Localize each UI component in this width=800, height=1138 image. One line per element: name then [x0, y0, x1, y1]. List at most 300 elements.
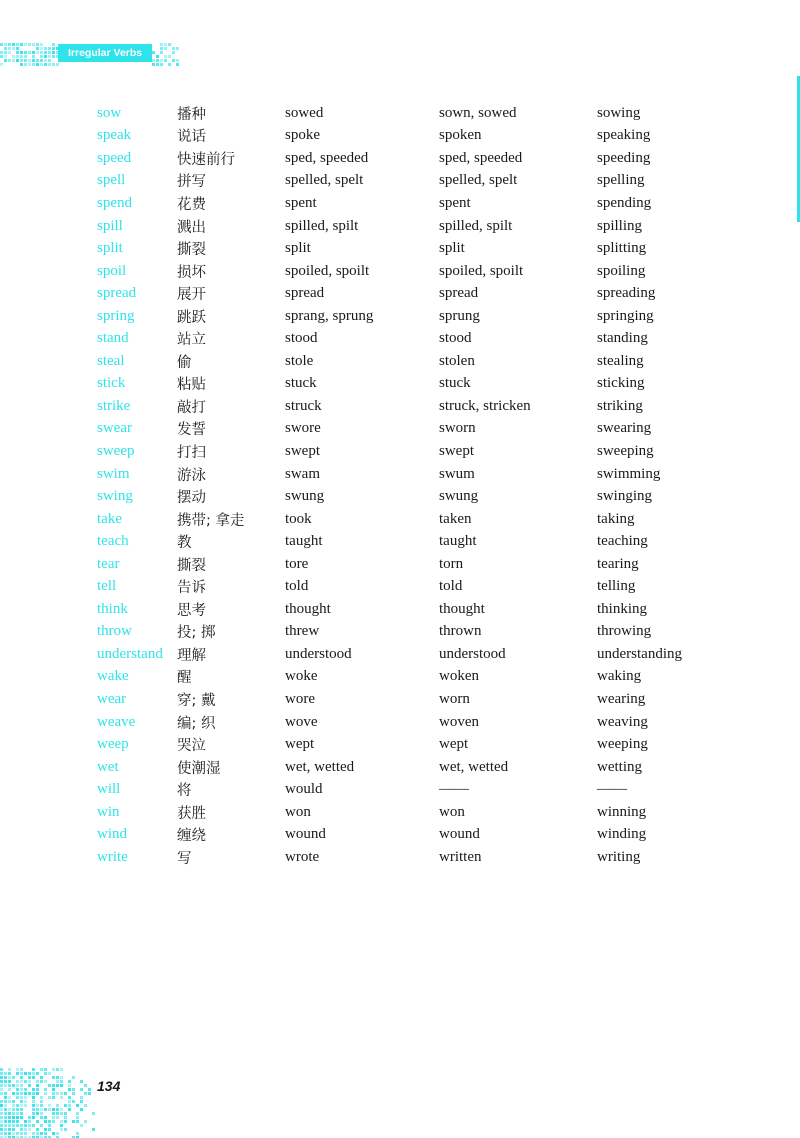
pixel-square	[0, 1132, 3, 1135]
pixel-square	[8, 1128, 11, 1131]
table-row	[97, 688, 717, 711]
pixel-square	[36, 1108, 39, 1111]
pixel-square	[4, 1112, 7, 1115]
pixel-square	[36, 1080, 39, 1083]
pixel-square	[24, 1088, 27, 1091]
pixel-square	[0, 1068, 3, 1071]
pixel-square	[64, 1112, 67, 1115]
pixel-square	[28, 51, 31, 54]
pixel-square	[44, 1128, 47, 1131]
verb-present-participle: spending	[597, 194, 652, 211]
pixel-square	[20, 59, 23, 62]
table-row	[97, 756, 717, 779]
pixel-square	[36, 1072, 39, 1075]
pixel-square	[48, 1072, 51, 1075]
pixel-square	[68, 1080, 71, 1083]
pixel-square	[88, 1092, 91, 1095]
pixel-square	[36, 1084, 39, 1087]
verb-past-participle: stuck	[439, 375, 471, 392]
verb-meaning: 穿; 戴	[177, 692, 216, 709]
verb-present-participle: weeping	[597, 736, 648, 753]
verb-base-form: swear	[97, 420, 132, 437]
pixel-square	[40, 1108, 43, 1111]
pixel-square	[20, 1128, 23, 1131]
pixel-square	[8, 1132, 11, 1135]
pixel-square	[60, 1068, 63, 1071]
verb-past-participle: taught	[439, 533, 477, 550]
verb-meaning: 损坏	[177, 264, 206, 281]
verb-past-tense: sped, speeded	[285, 149, 369, 166]
pixel-square	[164, 55, 167, 58]
verb-past-tense: swam	[285, 465, 320, 482]
verb-past-tense: struck	[285, 397, 322, 414]
pixel-square	[20, 63, 23, 66]
pixel-square	[28, 59, 31, 62]
pixel-square	[4, 1124, 7, 1127]
pixel-square	[16, 1080, 19, 1083]
pixel-square	[24, 1072, 27, 1075]
pixel-square	[28, 1128, 31, 1131]
pixel-square	[40, 59, 43, 62]
pixel-square	[44, 1072, 47, 1075]
verb-meaning: 投; 掷	[177, 625, 216, 642]
table-row	[97, 237, 717, 260]
verb-past-participle: wept	[439, 736, 469, 753]
verb-present-participle: spoiling	[597, 262, 646, 279]
verb-past-tense: threw	[285, 623, 320, 640]
pixel-square	[44, 1120, 47, 1123]
verb-base-form: write	[97, 848, 128, 865]
pixel-square	[0, 43, 3, 46]
pixel-square	[20, 1116, 23, 1119]
pixel-square	[176, 59, 179, 62]
pixel-square	[92, 1128, 95, 1131]
pixel-square	[28, 1076, 31, 1079]
pixel-square	[168, 63, 171, 66]
verb-meaning: 打扫	[177, 444, 206, 461]
pixel-square	[24, 1092, 27, 1095]
pixel-square	[56, 1084, 59, 1087]
pixel-square	[12, 1076, 15, 1079]
pixel-square	[44, 55, 47, 58]
table-row	[97, 282, 717, 305]
pixel-square	[32, 55, 35, 58]
verb-base-form: strike	[97, 397, 131, 414]
pixel-square	[4, 55, 7, 58]
verb-present-participle: splitting	[597, 240, 647, 257]
pixel-square	[4, 1104, 7, 1107]
verb-meaning: 教	[177, 535, 192, 552]
verb-present-participle: stealing	[597, 352, 644, 369]
verb-base-form: spend	[97, 194, 132, 211]
pixel-square	[4, 47, 7, 50]
pixel-square	[4, 1092, 7, 1095]
pixel-square	[64, 1128, 67, 1131]
pixel-square	[12, 1092, 15, 1095]
pixel-square	[8, 1120, 11, 1123]
pixel-square	[48, 55, 51, 58]
pixel-square	[32, 63, 35, 66]
pixel-square	[44, 1108, 47, 1111]
pixel-square	[176, 63, 179, 66]
verb-past-tense: wet, wetted	[285, 758, 355, 775]
pixel-square	[80, 1108, 83, 1111]
verb-base-form: tear	[97, 555, 120, 572]
verb-past-tense: spelled, spelt	[285, 172, 364, 189]
pixel-square	[56, 1068, 59, 1071]
verb-past-participle: struck, stricken	[439, 397, 531, 414]
table-row	[97, 215, 717, 238]
verb-past-participle: spilled, spilt	[439, 217, 513, 234]
pixel-square	[36, 43, 39, 46]
pixel-square	[16, 43, 19, 46]
pixel-square	[20, 55, 23, 58]
pixel-square	[12, 1132, 15, 1135]
pixel-square	[64, 1116, 67, 1119]
pixel-square	[84, 1104, 87, 1107]
verb-meaning: 思考	[177, 602, 206, 619]
pixel-square	[16, 1084, 19, 1087]
pixel-square	[32, 1068, 35, 1071]
verb-meaning: 播种	[177, 106, 206, 123]
verb-present-participle: teaching	[597, 533, 648, 550]
pixel-square	[4, 1076, 7, 1079]
pixel-square	[12, 43, 15, 46]
verb-present-participle: sowing	[597, 104, 641, 121]
verb-past-tense: split	[285, 240, 311, 257]
pixel-square	[4, 1132, 7, 1135]
verb-past-participle: woven	[439, 713, 479, 730]
pixel-square	[60, 1112, 63, 1115]
verb-past-participle: spoken	[439, 127, 482, 144]
table-row	[97, 147, 717, 170]
pixel-square	[48, 1108, 51, 1111]
verb-past-participle: torn	[439, 555, 464, 572]
verb-base-form: understand	[97, 645, 163, 662]
verb-meaning: 携带; 拿走	[177, 512, 245, 529]
pixel-square	[36, 1132, 39, 1135]
verb-meaning: 游泳	[177, 467, 206, 484]
table-row	[97, 824, 717, 847]
verb-base-form: weep	[97, 736, 129, 753]
pixel-square	[20, 1108, 23, 1111]
verb-present-participle: understanding	[597, 645, 682, 662]
pixel-square	[12, 47, 15, 50]
pixel-square	[56, 1112, 59, 1115]
pixel-square	[52, 1116, 55, 1119]
pixel-square	[76, 1116, 79, 1119]
pixel-square	[24, 1104, 27, 1107]
pixel-square	[16, 1096, 19, 1099]
pixel-square	[32, 1112, 35, 1115]
page-section-title: Irregular Verbs	[58, 44, 152, 62]
pixel-square	[32, 1108, 35, 1111]
verb-present-participle: speeding	[597, 149, 651, 166]
pixel-square	[44, 59, 47, 62]
verb-base-form: stick	[97, 375, 126, 392]
verb-past-tense: swept	[285, 442, 320, 459]
verb-past-tense: stuck	[285, 375, 317, 392]
pixel-square	[52, 1092, 55, 1095]
pixel-square	[40, 55, 43, 58]
pixel-square	[156, 63, 159, 66]
verb-past-participle: ——	[439, 781, 469, 798]
table-row	[97, 373, 717, 396]
pixel-square	[40, 1096, 43, 1099]
verb-base-form: win	[97, 803, 120, 820]
verb-meaning: 理解	[177, 647, 206, 664]
verb-meaning: 花费	[177, 196, 206, 213]
verb-meaning: 发誓	[177, 422, 206, 439]
verb-present-participle: weaving	[597, 713, 648, 730]
verb-base-form: split	[97, 240, 123, 257]
pixel-square	[52, 51, 55, 54]
pixel-square	[32, 1076, 35, 1079]
verb-base-form: swing	[97, 488, 133, 505]
verb-past-participle: spread	[439, 285, 479, 302]
pixel-square	[84, 1092, 87, 1095]
verb-past-participle: spelled, spelt	[439, 172, 518, 189]
verb-past-participle: thrown	[439, 623, 482, 640]
pixel-square	[12, 59, 15, 62]
table-row	[97, 643, 717, 666]
pixel-square	[16, 1092, 19, 1095]
verb-base-form: sweep	[97, 442, 135, 459]
verb-meaning: 获胜	[177, 805, 206, 822]
verb-past-tense: sprang, sprung	[285, 307, 374, 324]
verb-past-participle: swum	[439, 465, 475, 482]
verb-present-participle: swimming	[597, 465, 661, 482]
pixel-square	[168, 43, 171, 46]
pixel-square	[28, 1092, 31, 1095]
pixel-square	[172, 51, 175, 54]
pixel-square	[0, 1108, 3, 1111]
verb-present-participle: spilling	[597, 217, 643, 234]
pixel-square	[8, 59, 11, 62]
pixel-square	[4, 59, 7, 62]
verb-past-participle: sped, speeded	[439, 149, 523, 166]
pixel-square	[40, 47, 43, 50]
verb-past-tense: wept	[285, 736, 315, 753]
pixel-square	[48, 63, 51, 66]
verb-meaning: 告诉	[177, 580, 206, 597]
pixel-square	[8, 1100, 11, 1103]
verb-meaning: 缠绕	[177, 828, 206, 845]
pixel-square	[172, 47, 175, 50]
pixel-square	[36, 63, 39, 66]
verb-past-participle: worn	[439, 690, 470, 707]
verb-past-tense: taught	[285, 533, 323, 550]
table-row	[97, 711, 717, 734]
verb-base-form: teach	[97, 533, 129, 550]
pixel-square	[36, 47, 39, 50]
pixel-square	[20, 1072, 23, 1075]
pixel-square	[24, 1080, 27, 1083]
table-row	[97, 666, 717, 689]
pixel-square	[40, 1112, 43, 1115]
pixel-square	[24, 63, 27, 66]
pixel-square	[68, 1100, 71, 1103]
pixel-square	[48, 1124, 51, 1127]
verb-past-tense: spilled, spilt	[285, 217, 359, 234]
pixel-square	[24, 43, 27, 46]
pixel-square	[56, 1080, 59, 1083]
pixel-square	[0, 1100, 3, 1103]
pixel-square	[20, 1124, 23, 1127]
pixel-square	[92, 1112, 95, 1115]
verb-past-tense: swore	[285, 420, 321, 437]
pixel-square	[16, 1072, 19, 1075]
pixel-square	[84, 1120, 87, 1123]
pixel-square	[32, 1072, 35, 1075]
pixel-square	[28, 1120, 31, 1123]
pixel-square	[40, 1076, 43, 1079]
pixel-square	[32, 1132, 35, 1135]
pixel-square	[16, 1124, 19, 1127]
verb-meaning: 撕裂	[177, 557, 206, 574]
table-row	[97, 778, 717, 801]
pixel-square	[52, 1112, 55, 1115]
pixel-square	[32, 43, 35, 46]
verb-past-tense: thought	[285, 600, 331, 617]
pixel-square	[4, 1128, 7, 1131]
pixel-square	[28, 1116, 31, 1119]
pixel-square	[0, 1084, 3, 1087]
verb-meaning: 哭泣	[177, 738, 206, 755]
pixel-square	[52, 63, 55, 66]
table-row	[97, 350, 717, 373]
pixel-square	[16, 1068, 19, 1071]
verb-rows	[97, 102, 717, 869]
verb-meaning: 将	[177, 783, 192, 800]
pixel-square	[44, 1132, 47, 1135]
verb-present-participle: telling	[597, 578, 636, 595]
pixel-square	[0, 1124, 3, 1127]
pixel-square	[8, 47, 11, 50]
verb-meaning: 醒	[177, 670, 192, 687]
verb-base-form: tell	[97, 578, 117, 595]
pixel-square	[48, 1128, 51, 1131]
pixel-square	[52, 1084, 55, 1087]
verb-base-form: speak	[97, 127, 132, 144]
verb-base-form: spell	[97, 172, 126, 189]
pixel-square	[4, 1072, 7, 1075]
pixel-square	[16, 1120, 19, 1123]
pixel-square	[80, 1124, 83, 1127]
verb-past-participle: won	[439, 803, 465, 820]
verb-past-tense: wound	[285, 826, 326, 843]
verb-base-form: spring	[97, 307, 135, 324]
pixel-square	[40, 1080, 43, 1083]
pixel-square	[0, 1080, 3, 1083]
verb-meaning: 偷	[177, 354, 192, 371]
pixel-square	[56, 1132, 59, 1135]
table-row	[97, 801, 717, 824]
table-row	[97, 733, 717, 756]
pixel-square	[80, 1080, 83, 1083]
verb-base-form: spread	[97, 285, 137, 302]
table-row	[97, 327, 717, 350]
pixel-square	[52, 1068, 55, 1071]
verb-past-tense: stole	[285, 352, 314, 369]
pixel-square	[40, 1124, 43, 1127]
pixel-square	[0, 1104, 3, 1107]
pixel-square	[176, 47, 179, 50]
pixel-square	[48, 59, 51, 62]
pixel-square	[28, 1072, 31, 1075]
pixel-square	[28, 1124, 31, 1127]
pixel-square	[40, 51, 43, 54]
pixel-square	[20, 1104, 23, 1107]
pixel-square	[64, 1092, 67, 1095]
pixel-square	[52, 43, 55, 46]
table-row	[97, 170, 717, 193]
pixel-square	[24, 1124, 27, 1127]
pixel-square	[160, 43, 163, 46]
pixel-square	[68, 1096, 71, 1099]
verb-past-tense: wrote	[285, 848, 320, 865]
pixel-square	[12, 1108, 15, 1111]
pixel-square	[12, 1084, 15, 1087]
pixel-square	[0, 1112, 3, 1115]
verb-present-participle: winding	[597, 826, 647, 843]
pixel-square	[68, 1084, 71, 1087]
verb-past-participle: wet, wetted	[439, 758, 509, 775]
pixel-square	[32, 1088, 35, 1091]
pixel-square	[24, 1128, 27, 1131]
pixel-square	[16, 1108, 19, 1111]
pixel-square	[48, 47, 51, 50]
pixel-square	[76, 1120, 79, 1123]
pixel-square	[44, 47, 47, 50]
pixel-square	[8, 1124, 11, 1127]
table-row	[97, 485, 717, 508]
table-row	[97, 508, 717, 531]
pixel-square	[16, 1116, 19, 1119]
pixel-square	[36, 1088, 39, 1091]
pixel-square	[40, 1132, 43, 1135]
pixel-square	[0, 1088, 3, 1091]
pixel-square	[20, 1084, 23, 1087]
verb-meaning: 撕裂	[177, 242, 206, 259]
pixel-square	[164, 59, 167, 62]
verb-past-participle: swung	[439, 488, 479, 505]
verb-base-form: throw	[97, 623, 132, 640]
pixel-square	[80, 1096, 83, 1099]
pixel-square	[36, 1128, 39, 1131]
pixel-square	[164, 47, 167, 50]
pixel-square	[36, 1112, 39, 1115]
verb-present-participle: winning	[597, 803, 647, 820]
verb-present-participle: sweeping	[597, 442, 654, 459]
verb-present-participle: striking	[597, 397, 643, 414]
verb-past-tense: spoiled, spoilt	[285, 262, 370, 279]
pixel-square	[4, 1100, 7, 1103]
pixel-square	[76, 1132, 79, 1135]
verb-past-tense: won	[285, 803, 311, 820]
pixel-square	[60, 1084, 63, 1087]
verb-meaning: 写	[177, 850, 192, 867]
pixel-square	[76, 1112, 79, 1115]
table-row	[97, 553, 717, 576]
pixel-square	[160, 59, 163, 62]
pixel-square	[68, 1104, 71, 1107]
pixel-square	[12, 55, 15, 58]
pixel-square	[4, 1108, 7, 1111]
verb-meaning: 溅出	[177, 219, 206, 236]
verb-past-participle: woken	[439, 668, 479, 685]
pixel-square	[156, 55, 159, 58]
